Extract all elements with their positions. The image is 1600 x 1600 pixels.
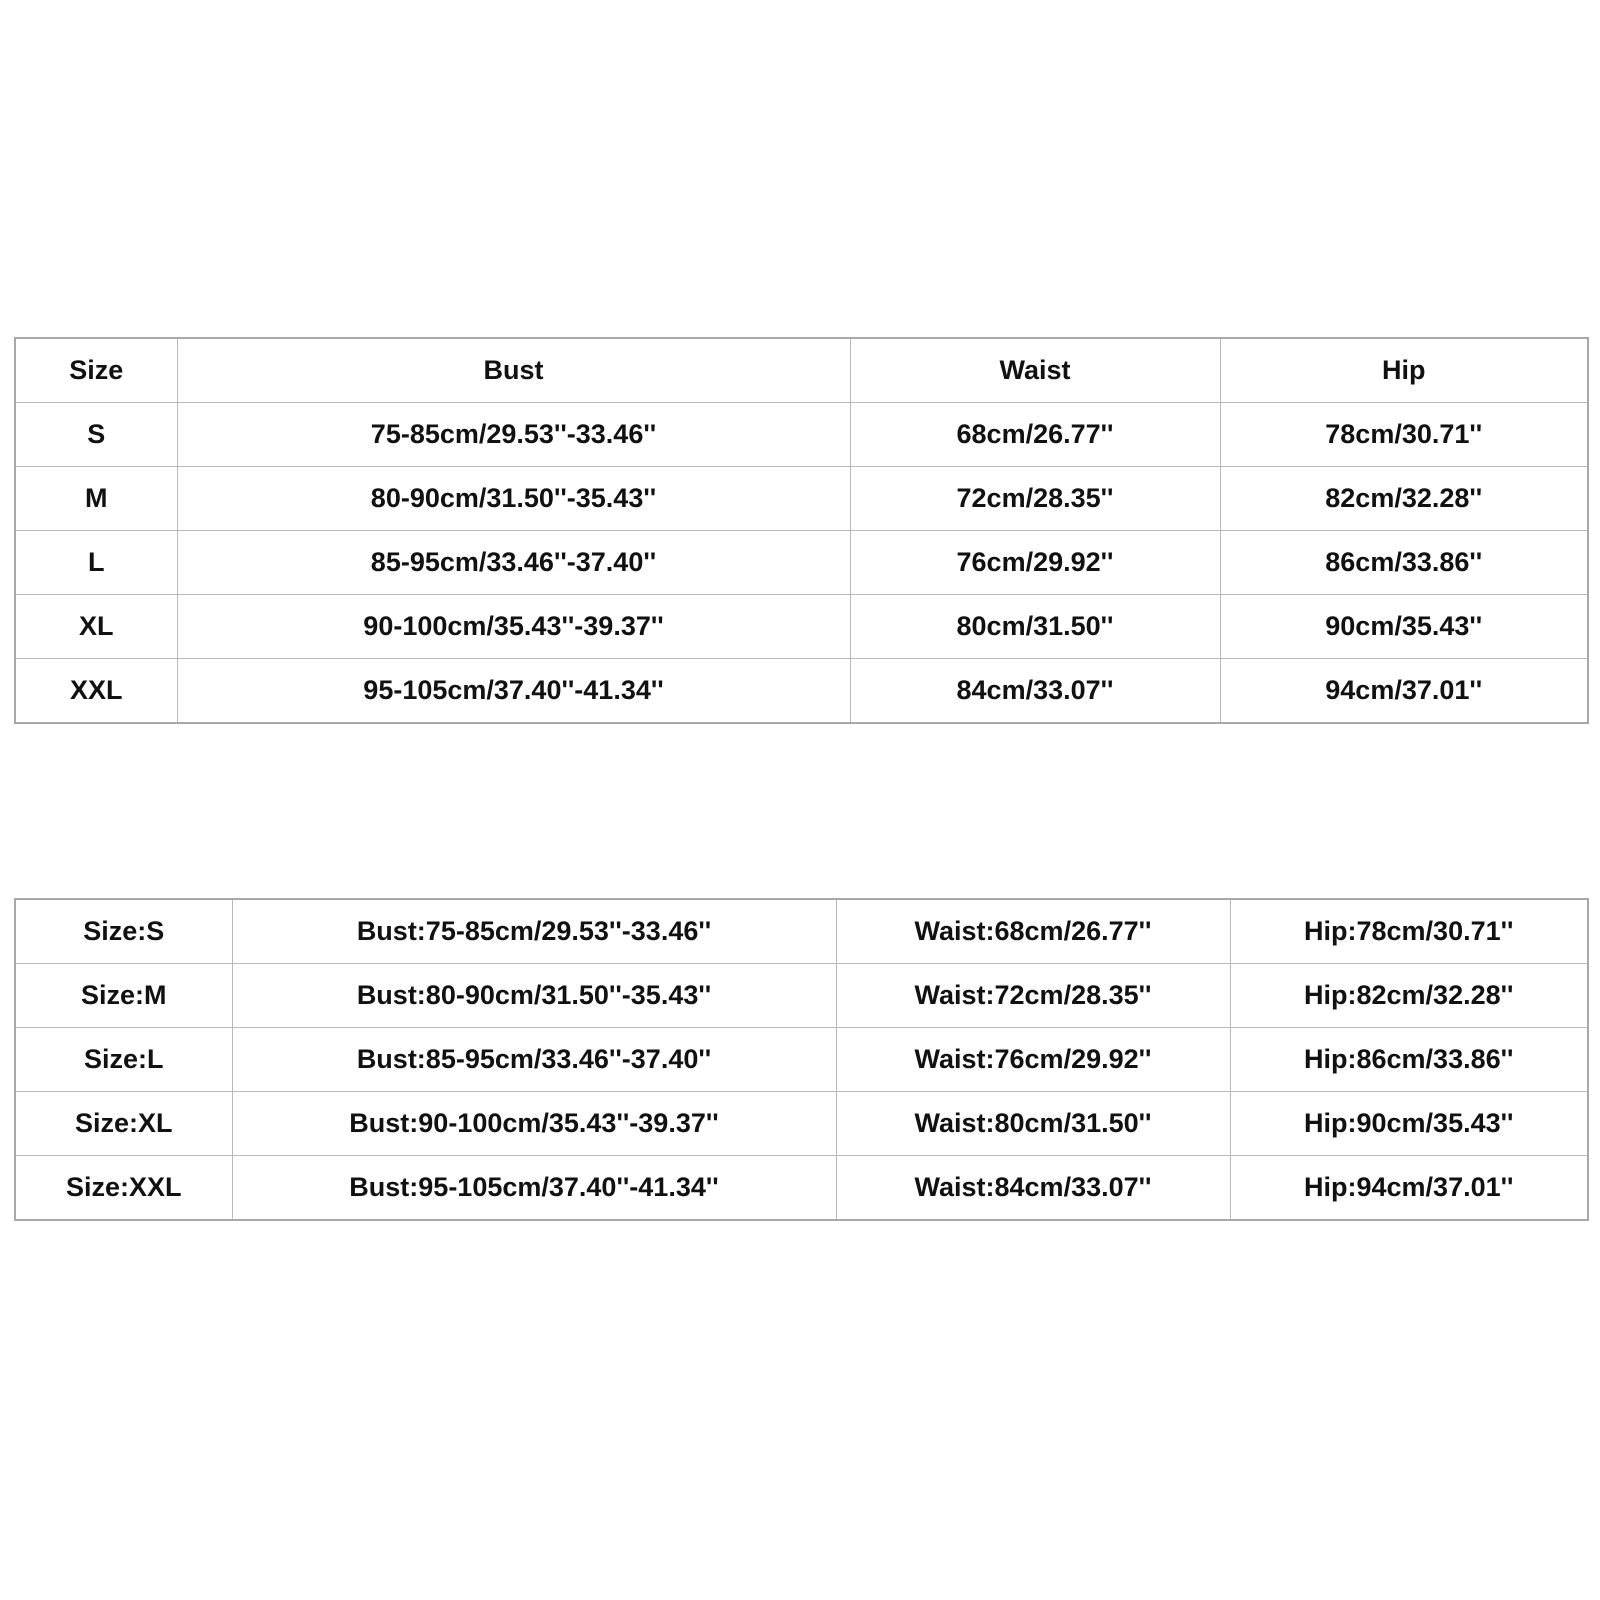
hip-cell: Hip:86cm/33.86'': [1230, 1028, 1588, 1092]
waist-cell: Waist:68cm/26.77'': [836, 899, 1230, 964]
hip-cell: Hip:82cm/32.28'': [1230, 964, 1588, 1028]
bust-cell: 95-105cm/37.40''-41.34'': [177, 659, 850, 724]
bust-cell: Bust:80-90cm/31.50''-35.43'': [232, 964, 836, 1028]
bust-cell: Bust:90-100cm/35.43''-39.37'': [232, 1092, 836, 1156]
bust-cell: Bust:95-105cm/37.40''-41.34'': [232, 1156, 836, 1221]
size-chart-table: [14, 337, 1589, 724]
header-row: [15, 338, 1588, 403]
table-row: [15, 1156, 1588, 1221]
table-row: [15, 1028, 1588, 1092]
size-cell: Size:M: [15, 964, 232, 1028]
bust-cell: 90-100cm/35.43''-39.37'': [177, 595, 850, 659]
hip-cell: 78cm/30.71'': [1220, 403, 1588, 467]
size-cell: XL: [15, 595, 177, 659]
table-row: [15, 1092, 1588, 1156]
hip-cell: 94cm/37.01'': [1220, 659, 1588, 724]
size-cell: Size:XXL: [15, 1156, 232, 1221]
size-cell: Size:S: [15, 899, 232, 964]
waist-cell: 84cm/33.07'': [850, 659, 1220, 724]
waist-cell: Waist:84cm/33.07'': [836, 1156, 1230, 1221]
size-cell: XXL: [15, 659, 177, 724]
waist-cell: Waist:80cm/31.50'': [836, 1092, 1230, 1156]
bust-cell: 80-90cm/31.50''-35.43'': [177, 467, 850, 531]
hip-cell: 90cm/35.43'': [1220, 595, 1588, 659]
hip-cell: Hip:78cm/30.71'': [1230, 899, 1588, 964]
table-row: [15, 964, 1588, 1028]
hip-cell: Hip:94cm/37.01'': [1230, 1156, 1588, 1221]
table-row: [15, 467, 1588, 531]
bust-cell: Bust:85-95cm/33.46''-37.40'': [232, 1028, 836, 1092]
table-row: [15, 531, 1588, 595]
waist-cell: 80cm/31.50'': [850, 595, 1220, 659]
waist-cell: 76cm/29.92'': [850, 531, 1220, 595]
hip-cell: Hip:90cm/35.43'': [1230, 1092, 1588, 1156]
table-row: [15, 595, 1588, 659]
header-bust: Bust: [177, 338, 850, 403]
header-size: Size: [15, 338, 177, 403]
hip-cell: 86cm/33.86'': [1220, 531, 1588, 595]
waist-cell: 68cm/26.77'': [850, 403, 1220, 467]
size-cell: S: [15, 403, 177, 467]
bust-cell: Bust:75-85cm/29.53''-33.46'': [232, 899, 836, 964]
hip-cell: 82cm/32.28'': [1220, 467, 1588, 531]
table-row: [15, 659, 1588, 724]
labeled-size-chart-table: [14, 898, 1589, 1221]
bust-cell: 75-85cm/29.53''-33.46'': [177, 403, 850, 467]
size-cell: Size:XL: [15, 1092, 232, 1156]
table-row: [15, 899, 1588, 964]
size-cell: L: [15, 531, 177, 595]
header-waist: Waist: [850, 338, 1220, 403]
waist-cell: 72cm/28.35'': [850, 467, 1220, 531]
table-row: [15, 403, 1588, 467]
size-cell: Size:L: [15, 1028, 232, 1092]
waist-cell: Waist:72cm/28.35'': [836, 964, 1230, 1028]
header-hip: Hip: [1220, 338, 1588, 403]
size-cell: M: [15, 467, 177, 531]
waist-cell: Waist:76cm/29.92'': [836, 1028, 1230, 1092]
bust-cell: 85-95cm/33.46''-37.40'': [177, 531, 850, 595]
